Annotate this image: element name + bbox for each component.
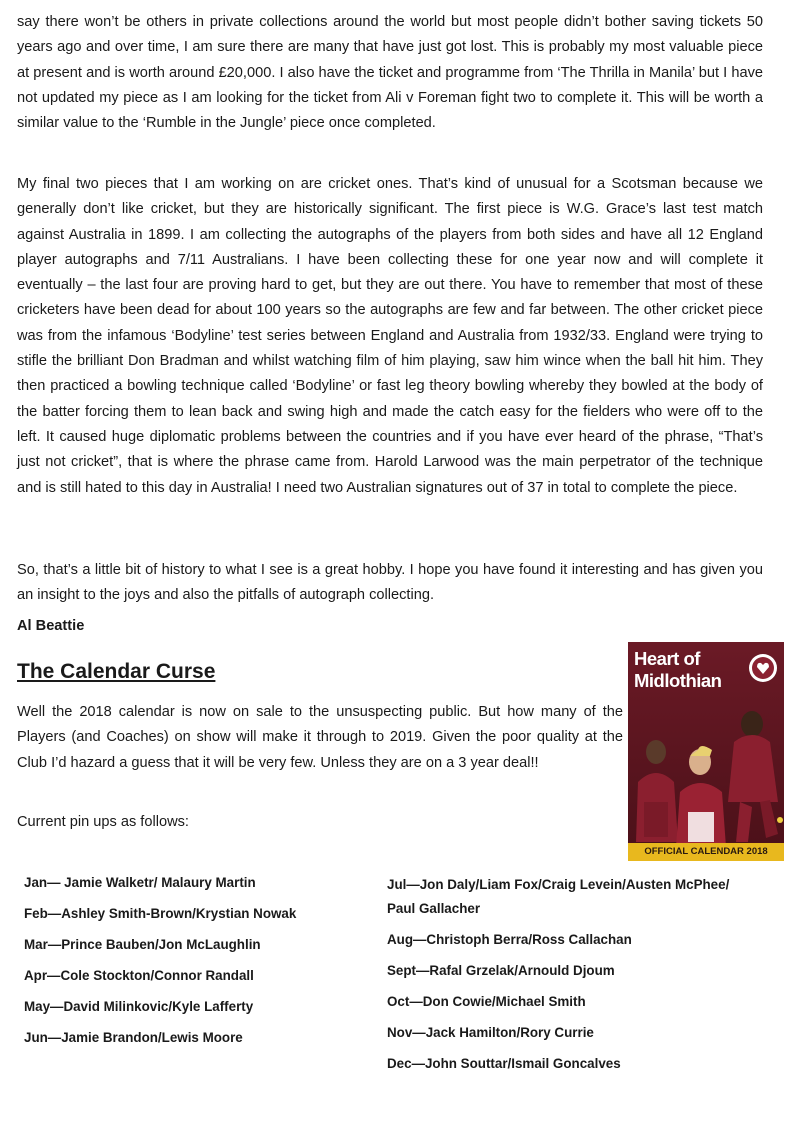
pinup-month-item: Dec—John Souttar/Ismail Goncalves: [387, 1056, 621, 1071]
pinup-month-item: Mar—Prince Bauben/Jon McLaughlin: [24, 937, 261, 952]
pinup-month-item: Feb—Ashley Smith-Brown/Krystian Nowak: [24, 906, 297, 921]
article-paragraph-1: say there won’t be others in private collections around the world but most people didn’t bother saving tickets 50 years ago and over time, I am sure there are many that have just got lost. This is probably my most valuable piece at present and is worth around £20,000. I also have the ticket and programme from ‘The Thrilla in Manila’ but I have not updated my piece as I am looking for the ticket from Ali v Foreman fight two to complete it. This will be worth a similar value to the ‘Rumble in the Jungle’ piece once completed.: [17, 14, 763, 132]
pinup-month-item: Nov—Jack Hamilton/Rory Currie: [387, 1025, 594, 1040]
article-author: Al Beattie: [17, 618, 85, 634]
pinup-month-item: Jul—Jon Daly/Liam Fox/Craig Levein/Austen McPhee/ Paul Gallacher: [387, 877, 730, 916]
pinup-month-item: Apr—Cole Stockton/Connor Randall: [24, 968, 254, 983]
article-paragraph-3: So, that’s a little bit of history to what I see is a great hobby. I hope you have found it interesting and has given you an insight to the joys and also the pitfalls of autograph collecting.: [17, 562, 763, 604]
pinup-month-item: Jan— Jamie Walketr/ Malaury Martin: [24, 875, 256, 890]
calendar-cover-title: Heart of Midlothian: [634, 648, 722, 691]
section-heading: The Calendar Curse: [17, 660, 216, 683]
article-paragraph-2: My final two pieces that I am working on are cricket ones. That’s kind of unusual for a Scotsman because we generally don’t like cricket, but they are historically significant. The first piece is W.G. Grace’s last test match against Australia in 1899. I am collecting the autographs of the players from both sides and have all 12 England player autographs and 7/11 Australians. I have been collecting these for one year now and will complete it eventually – the last four are proving hard to get, but they are out there. You have to remember that most of these cricketers have been dead for about 100 years so the autographs are few and far between. The other cricket piece was from the infamous ‘Bodyline’ test series between England and Australia from 1932/33. England were trying to stifle the brilliant Don Bradman and whilst watching film of him playing, saw him wince when the ball hit him. They then practiced a bowling technique called ‘Bodyline’ or fast leg theory bowling whereby they bowled at the body of the batter forcing them to lean back and swing high and made the catch easy for the fielders who were off to the left. It caused huge diplomatic problems between the countries and if you have ever heard of the phrase, “That’s just not cricket”, that is where the phrase came from. Harold Larwood was the main perpetrator of the technique and is still hated to this day in Australia! I need two Australian signatures out of 37 in total to complete the piece.: [17, 176, 763, 496]
calendar-intro-paragraph: Well the 2018 calendar is now on sale to the unsuspecting public. But how many of the Players (and Coaches) on show will make it through to 2019. Given the poor quality at the Club I’d hazard a guess that it will be very few. Unless they are on a 3 year deal!!: [17, 704, 623, 771]
pinups-label: Current pin ups as follows:: [17, 814, 189, 830]
pinup-month-item: Sept—Rafal Grzelak/Arnould Djoum: [387, 963, 615, 978]
pinup-month-item: Aug—Christoph Berra/Ross Callachan: [387, 932, 632, 947]
pinups-list-right: [387, 873, 747, 1083]
pinups-list-left: [24, 871, 354, 1057]
calendar-cover-image: [628, 642, 784, 861]
pinup-month-item: May—David Milinkovic/Kyle Lafferty: [24, 999, 254, 1014]
pinup-month-item: Oct—Don Cowie/Michael Smith: [387, 994, 586, 1009]
calendar-cover-footer: OFFICIAL CALENDAR 2018: [628, 843, 784, 861]
pinup-month-item: Jun—Jamie Brandon/Lewis Moore: [24, 1030, 243, 1045]
